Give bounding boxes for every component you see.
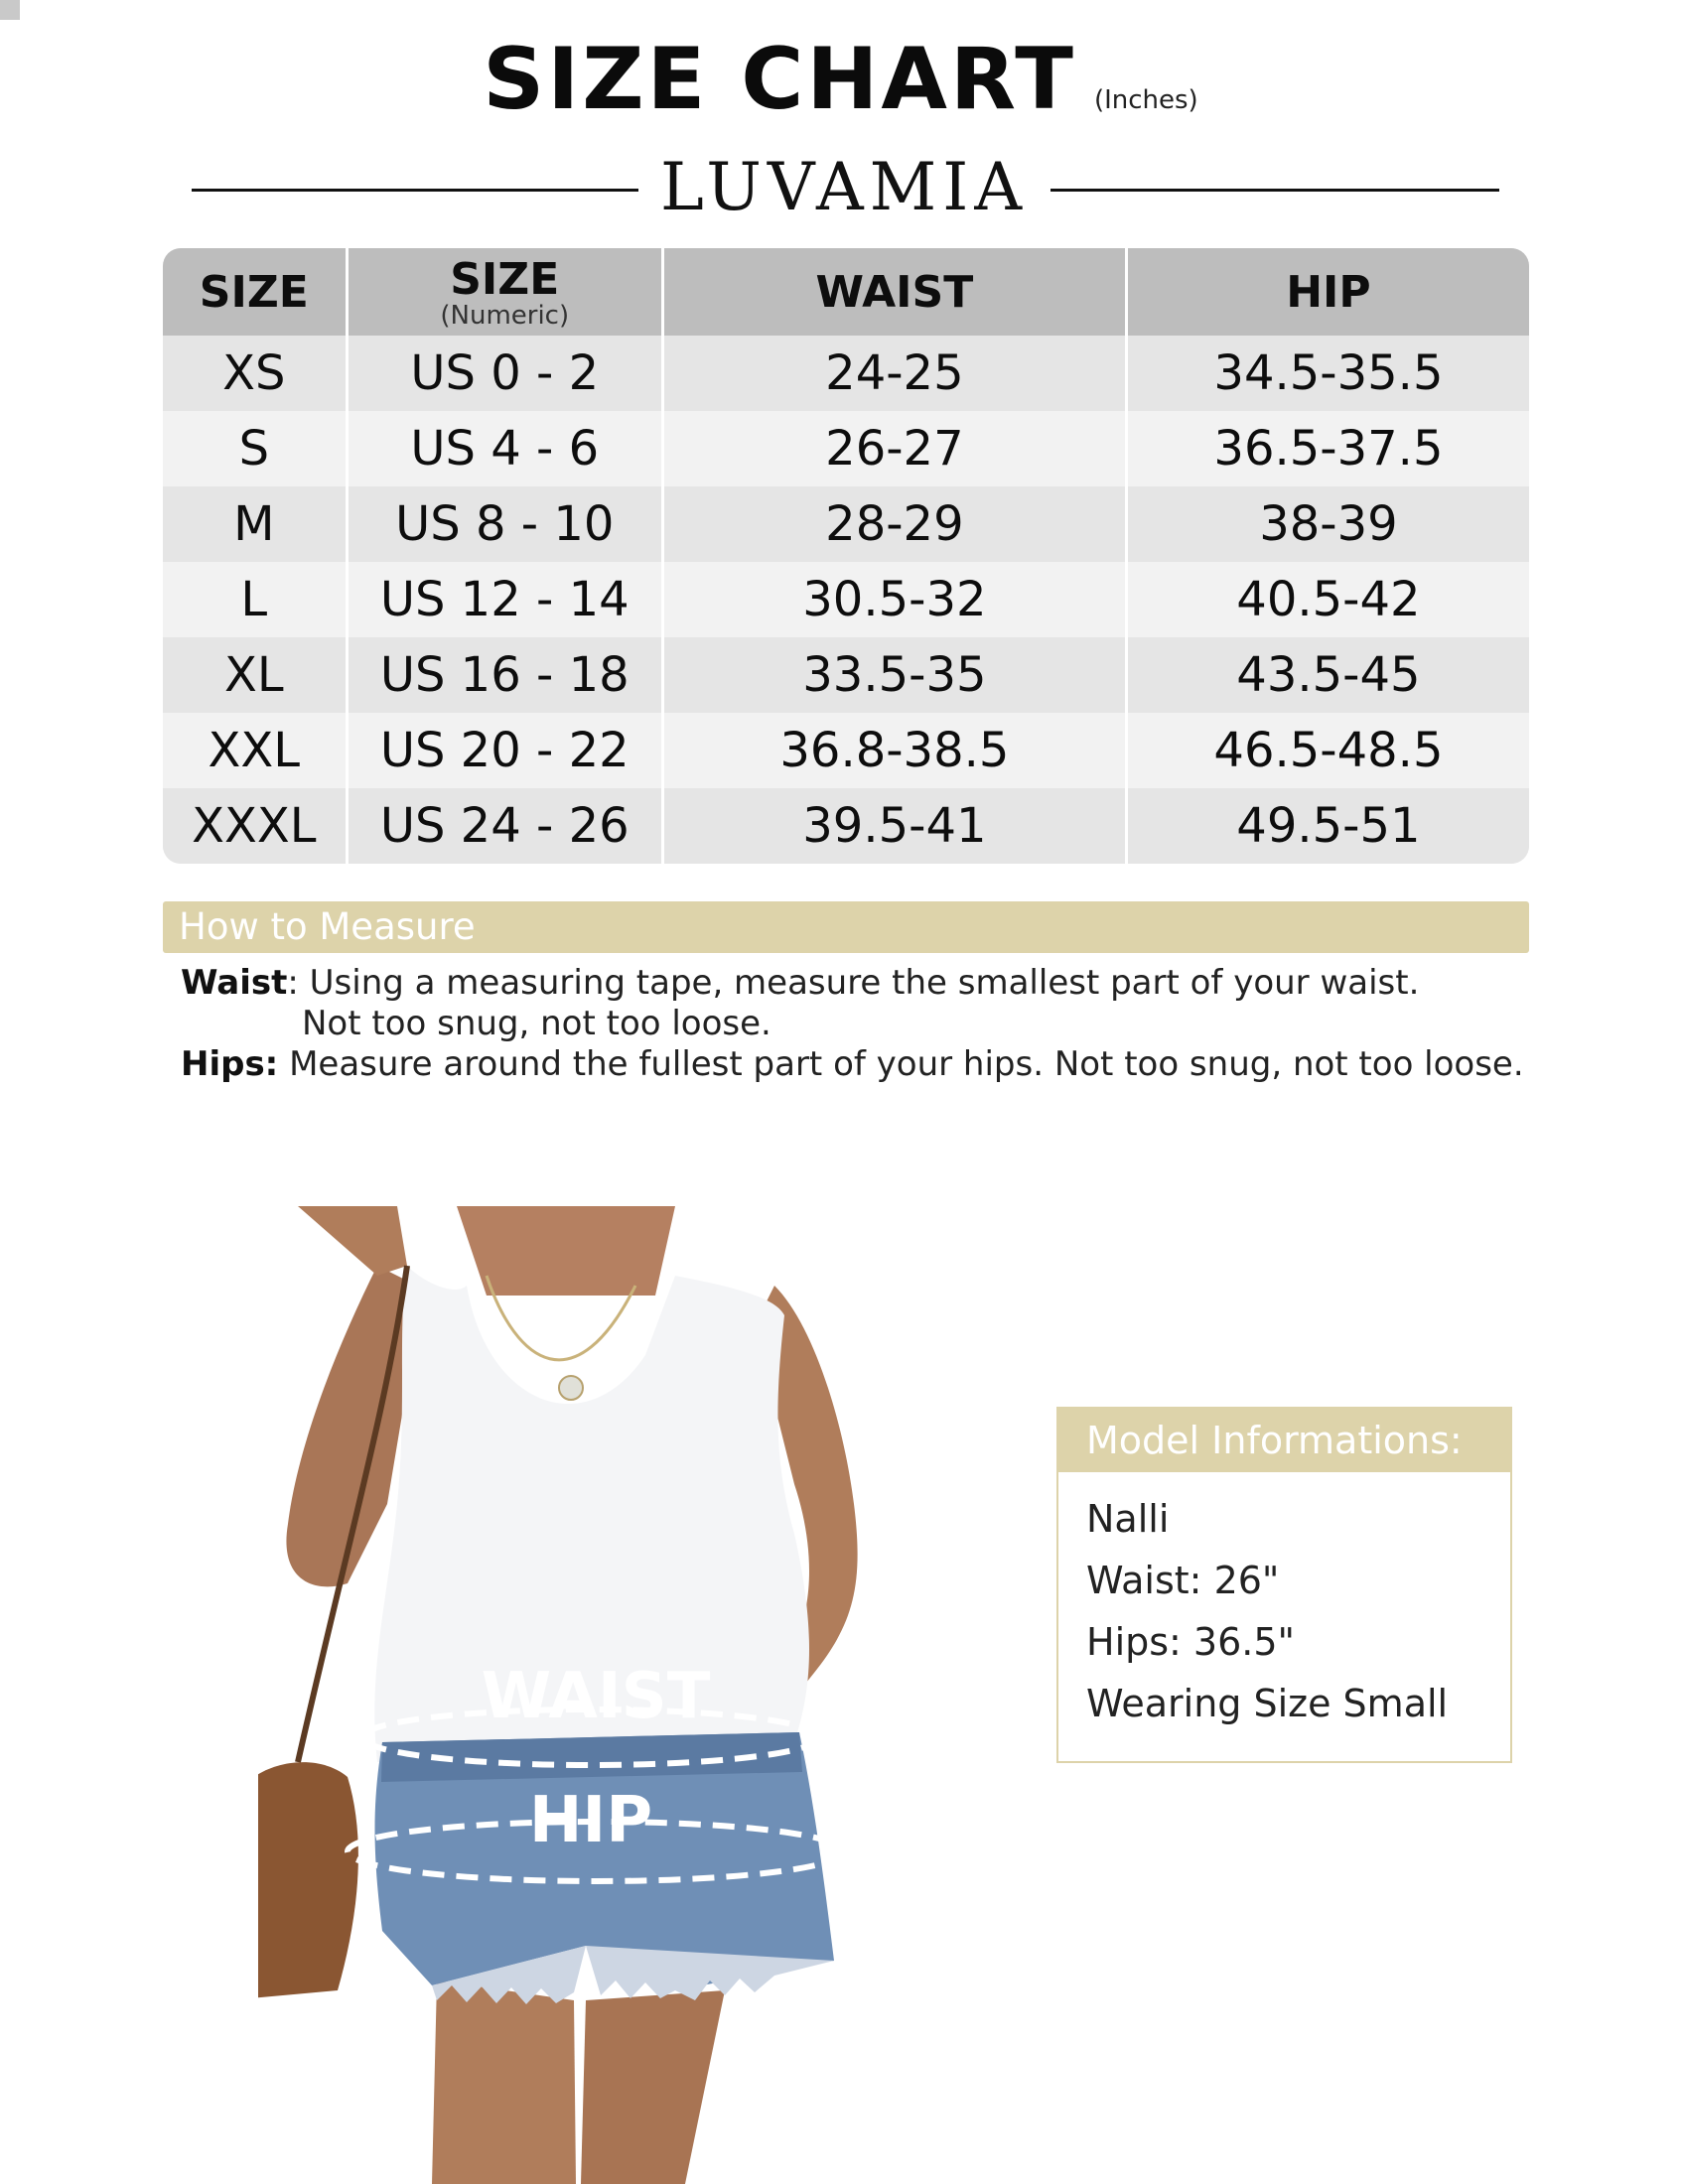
model-name: Nalli: [1086, 1497, 1170, 1541]
table-cell: XXXL: [163, 788, 349, 864]
table-cell: US 4 - 6: [349, 411, 664, 486]
table-cell: 26-27: [664, 411, 1128, 486]
table-row: [163, 788, 1529, 864]
waist-instruction-label: Waist: [181, 963, 288, 1003]
size-table: [163, 248, 1529, 864]
table-cell: 38-39: [1259, 496, 1398, 552]
table-cell: XL: [163, 637, 349, 713]
column-header: [349, 248, 664, 336]
units-label: (Inches): [1093, 85, 1198, 115]
table-cell: M: [163, 486, 349, 562]
table-cell: US 0 - 2: [349, 336, 664, 411]
hips-instruction: [181, 1044, 1571, 1085]
column-header-label: WAIST: [815, 266, 974, 318]
model-info-lines: [1058, 1472, 1510, 1734]
table-cell: 49.5-51: [1236, 798, 1421, 854]
table-cell: 36.5-37.5: [1213, 421, 1444, 477]
brand-divider-left: [192, 189, 638, 192]
table-cell: 40.5-42: [1236, 572, 1421, 627]
table-cell: XXL: [163, 713, 349, 788]
table-cell: US 8 - 10: [349, 486, 664, 562]
table-cell: US 12 - 14: [349, 562, 664, 637]
brand-name: LUVAMIA: [659, 149, 1028, 225]
table-cell: 24-25: [664, 336, 1128, 411]
table-cell: L: [163, 562, 349, 637]
table-cell: US 24 - 26: [349, 788, 664, 864]
table-cell: 28-29: [664, 486, 1128, 562]
waist-instruction: [181, 963, 1571, 1004]
model-info-box: [1056, 1407, 1512, 1763]
table-cell: US 20 - 22: [349, 713, 664, 788]
model-legs-right: [581, 1990, 725, 2184]
model-photo: [258, 1206, 913, 2184]
model-waist: Waist: 26": [1086, 1559, 1280, 1602]
handbag: [258, 1762, 358, 2000]
table-cell: XS: [163, 336, 349, 411]
measure-instructions: [181, 963, 1571, 1085]
waist-photo-label: WAIST: [481, 1660, 711, 1733]
model-info-title: Model Informations:: [1058, 1409, 1510, 1472]
table-row: [163, 562, 1529, 637]
table-row: [163, 486, 1529, 562]
hips-instruction-label: Hips:: [181, 1044, 279, 1084]
column-header-label: SIZE: [450, 253, 560, 305]
column-header-label: HIP: [1286, 266, 1371, 318]
brand-divider-right: [1051, 189, 1499, 192]
page-title: SIZE CHART: [483, 30, 1076, 129]
brand-row: [0, 149, 1681, 228]
column-header: [1128, 248, 1529, 336]
table-cell: 30.5-32: [664, 562, 1128, 637]
waist-instruction-text: : Using a measuring tape, measure the smallest part of your waist.: [287, 963, 1420, 1003]
waist-instruction-cont: Not too snug, not too loose.: [302, 1004, 771, 1043]
column-header-label: SIZE: [199, 266, 309, 318]
table-row: [163, 713, 1529, 788]
table-cell: 39.5-41: [664, 788, 1128, 864]
column-header: [664, 248, 1128, 336]
table-header-row: [163, 248, 1529, 336]
table-cell: 33.5-35: [664, 637, 1128, 713]
model-hips: Hips: 36.5": [1086, 1620, 1296, 1664]
table-cell: 46.5-48.5: [1213, 723, 1444, 778]
corner-mark: [0, 0, 20, 20]
model-legs: [432, 1980, 576, 2184]
model-hand: [298, 1206, 407, 1276]
table-row: [163, 336, 1529, 411]
how-to-measure-bar: [163, 901, 1529, 953]
how-to-measure-title: How to Measure: [179, 905, 476, 948]
table-row: [163, 637, 1529, 713]
table-row: [163, 411, 1529, 486]
column-header-sublabel: (Numeric): [440, 300, 570, 331]
table-cell: 34.5-35.5: [1213, 345, 1444, 401]
title-row: [0, 30, 1681, 129]
table-cell: S: [163, 411, 349, 486]
table-cell: 36.8-38.5: [664, 713, 1128, 788]
table-cell: 43.5-45: [1236, 647, 1421, 703]
model-size-worn: Wearing Size Small: [1086, 1682, 1449, 1725]
column-header: [163, 248, 349, 336]
table-cell: US 16 - 18: [349, 637, 664, 713]
necklace-pendant: [559, 1376, 583, 1400]
hip-photo-label: HIP: [528, 1784, 653, 1857]
hips-instruction-text: Measure around the fullest part of your hips. Not too snug, not too loose.: [278, 1044, 1524, 1084]
